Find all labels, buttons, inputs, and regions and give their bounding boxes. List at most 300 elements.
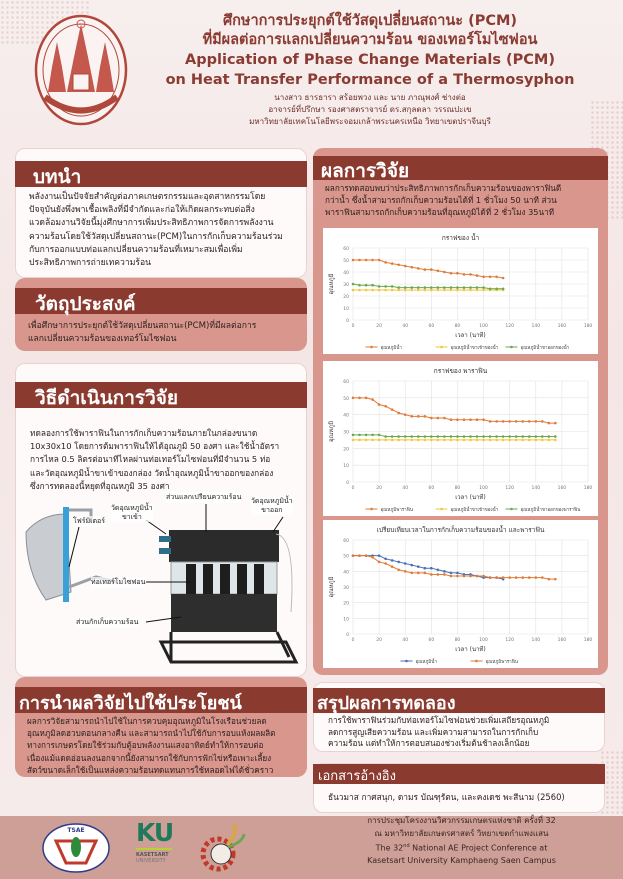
- data-point: [404, 413, 407, 416]
- data-point: [476, 435, 479, 438]
- x-tick-label: 60: [428, 324, 435, 329]
- data-point: [508, 435, 511, 438]
- data-point: [430, 289, 433, 292]
- x-tick-label: 100: [479, 486, 488, 491]
- data-point: [430, 567, 433, 570]
- data-point: [495, 420, 498, 423]
- data-point: [358, 284, 361, 287]
- data-point: [410, 266, 413, 269]
- data-point: [378, 285, 381, 288]
- method-line: 10x30x10 โดยการต้มพาราฟินให้ได้อุณภูมิ 50 องศา และใช้น้ำอัตรา: [30, 441, 280, 452]
- data-point: [371, 556, 374, 559]
- tsae-logo-text: TSAE: [67, 827, 85, 834]
- intro-line: ปัจจุบันยังพึ่งพาเชื้อเพลิงที่มีจำกัดและก่อให้เกิดผลกระทบต่อสิ่ง: [29, 205, 255, 216]
- data-point: [456, 572, 459, 575]
- data-point: [469, 289, 472, 292]
- data-point: [417, 289, 420, 292]
- data-point: [358, 289, 361, 292]
- x-tick-label: 0: [351, 638, 355, 643]
- data-point: [391, 289, 394, 292]
- data-point: [469, 286, 472, 289]
- application-heading: [15, 687, 307, 713]
- data-point: [502, 288, 505, 291]
- data-point: [495, 435, 498, 438]
- x-tick-label: 80: [454, 486, 461, 491]
- data-point: [502, 277, 505, 280]
- y-tick-label: 40: [343, 413, 349, 419]
- data-point: [410, 439, 413, 442]
- data-point: [410, 564, 413, 567]
- data-point: [424, 268, 427, 271]
- data-point: [456, 286, 459, 289]
- application-section: [15, 677, 307, 777]
- data-point: [384, 562, 387, 565]
- data-point: [554, 422, 557, 425]
- data-point: [476, 289, 479, 292]
- x-axis-label: เวลา (นาที): [455, 332, 486, 339]
- data-point: [469, 439, 472, 442]
- method-line: และวัดอุณหภูมิน้ำขาเข้าของกล่อง วัดน้ำอุณหภูมิน้ำขาออกของกล่อง: [30, 467, 274, 478]
- data-point: [430, 417, 433, 420]
- data-point: [450, 418, 453, 421]
- ae-project-logo-icon: [198, 822, 248, 874]
- data-point: [489, 576, 492, 579]
- legend-label: อุณหภูมิน้ำขาเข้าของน้ำ: [450, 346, 499, 351]
- x-tick-label: 20: [376, 324, 382, 329]
- x-tick-label: 40: [402, 638, 409, 643]
- data-point: [456, 435, 459, 438]
- label-inlet-line: วัดอุณหภูมิน้ำ: [111, 504, 153, 512]
- references-heading: [313, 764, 605, 784]
- series-line: [353, 260, 503, 278]
- intro-line: กับการออกแบบท่อแลกเปลี่ยนความร้อนที่เหมาะสมเพื่อเพิ่ม: [29, 244, 243, 255]
- x-tick-label: 40: [402, 486, 409, 491]
- ku-logo-bar: [136, 848, 172, 850]
- data-point: [424, 286, 427, 289]
- conference-line-part: The 32: [375, 843, 404, 853]
- data-point: [352, 397, 355, 400]
- data-point: [528, 420, 531, 423]
- data-point: [489, 420, 492, 423]
- method-line: การไหล 0.5 ลิตรต่อนาทีไหลผ่านท่อเทอร์โมไซฟอนที่มีจำนวน 5 ท่อ: [30, 454, 271, 465]
- y-tick-label: 0: [346, 481, 349, 486]
- data-point: [404, 289, 407, 292]
- data-point: [534, 435, 537, 438]
- application-line: อุณหภูมิลดฮวบตอนกลางคืน และสามารถนำไปใช้กับการอบแห้งผลผลิต: [27, 728, 276, 739]
- conclusion-section: [313, 682, 605, 752]
- data-point: [404, 286, 407, 289]
- data-point: [437, 568, 440, 571]
- conclusion-title: สรุปผลการทดลอง: [317, 693, 456, 714]
- data-point: [358, 259, 361, 262]
- objective-line: แลกเปลี่ยนความร้อนของเทอร์โมไซฟอน: [28, 334, 177, 345]
- data-point: [378, 259, 381, 262]
- data-point: [417, 415, 420, 418]
- data-point: [502, 576, 505, 579]
- application-title: การนำผลวิจัยไปใช้ประโยชน์: [19, 693, 242, 714]
- data-point: [450, 272, 453, 275]
- x-tick-label: 20: [376, 486, 382, 491]
- legend-marker: [440, 346, 443, 349]
- x-tick-label: 140: [531, 638, 541, 643]
- data-point: [515, 576, 518, 579]
- objective-heading: [15, 288, 307, 314]
- legend-marker: [370, 508, 373, 511]
- data-point: [391, 559, 394, 562]
- data-point: [463, 289, 466, 292]
- data-point: [528, 435, 531, 438]
- x-tick-label: 140: [531, 324, 541, 329]
- data-point: [404, 562, 407, 565]
- data-point: [463, 439, 466, 442]
- data-point: [489, 276, 492, 279]
- data-point: [384, 439, 387, 442]
- data-point: [541, 420, 544, 423]
- x-tick-label: 40: [402, 324, 409, 329]
- y-tick-label: 30: [343, 430, 349, 436]
- data-point: [443, 435, 446, 438]
- method-section: [15, 363, 307, 677]
- references-section: [313, 763, 605, 813]
- data-point: [515, 420, 518, 423]
- label-heat-storage: ส่วนกักเก็บความร้อน: [76, 618, 139, 626]
- ku-logo-text: KU: [136, 818, 174, 847]
- title-english-line-1: Application of Phase Change Materials (PCM): [185, 52, 555, 68]
- objective-section: [15, 278, 307, 351]
- data-point: [450, 289, 453, 292]
- advisor: อาจารย์ที่ปรึกษา รองศาสตราจารย์ ดร.สกุลตลา วรรณปะเข: [268, 105, 472, 114]
- references-text: ธันวมาส กาศสนุก, ดามร บัณฑุรัตน, และคงเดช พะสีนาม (2560): [328, 792, 565, 802]
- y-tick-label: 60: [343, 247, 349, 252]
- conclusion-line: ลดการสูญเสียความร้อน และเพิ่มความสามารถในการกักเก็บ: [328, 726, 539, 737]
- chart-paraffin: [323, 361, 598, 516]
- method-line: ทดลองการใช้พาราฟินในการกักเก็บความร้อนภายในกล่องขนาด: [30, 428, 258, 438]
- x-tick-label: 120: [505, 638, 514, 643]
- y-axis-label: อุณหภูมิ: [328, 420, 335, 443]
- data-point: [482, 276, 485, 279]
- data-point: [430, 435, 433, 438]
- y-tick-label: 0: [346, 319, 349, 324]
- data-point: [495, 276, 498, 279]
- data-point: [378, 434, 381, 437]
- data-point: [417, 439, 420, 442]
- x-tick-label: 100: [479, 638, 488, 643]
- ku-logo-sub: KASETSART: [136, 852, 169, 858]
- data-point: [443, 289, 446, 292]
- data-point: [371, 439, 374, 442]
- data-point: [450, 439, 453, 442]
- chart-title: กราฟของ น้ำ: [441, 234, 480, 242]
- data-point: [430, 268, 433, 271]
- application-line: เนื่องแม้แดดอ่อนลงนอกจากนี้ยังสามารถใช้กับการฟักไข่หรือเพาะเลี้ยง: [27, 752, 272, 763]
- data-point: [456, 575, 459, 578]
- data-point: [508, 420, 511, 423]
- data-point: [371, 398, 374, 401]
- data-point: [456, 439, 459, 442]
- data-point: [469, 418, 472, 421]
- data-point: [456, 418, 459, 421]
- data-point: [443, 417, 446, 420]
- data-point: [371, 284, 374, 287]
- legend-label: อุณหภูมิพาราฟิน: [485, 660, 518, 665]
- data-point: [397, 412, 400, 415]
- data-point: [450, 435, 453, 438]
- x-tick-label: 0: [351, 324, 355, 329]
- conference-line-sup: nd: [403, 843, 410, 849]
- legend-marker: [440, 508, 443, 511]
- legend-label: อุณหภูมิน้ำขาออกของพาราฟิน: [520, 508, 581, 513]
- references-title: เอกสารอ้างอิง: [318, 769, 396, 784]
- x-tick-label: 120: [505, 486, 514, 491]
- data-point: [371, 289, 374, 292]
- data-point: [541, 439, 544, 442]
- intro-heading: [15, 161, 307, 187]
- data-point: [391, 435, 394, 438]
- conference-line: Kasetsart University Kamphaeng Saen Campus: [367, 856, 556, 866]
- legend-label: อุณหภูมิน้ำขาเข้าของน้ำ: [450, 508, 499, 513]
- data-point: [508, 439, 511, 442]
- x-tick-label: 100: [479, 324, 488, 329]
- data-point: [365, 439, 368, 442]
- objective-text: [28, 320, 300, 346]
- x-tick-label: 80: [454, 324, 461, 329]
- y-tick-label: 30: [343, 283, 349, 288]
- kmutnb-seal-icon: [33, 12, 129, 127]
- data-point: [424, 289, 427, 292]
- data-point: [397, 568, 400, 571]
- intro-line: ความร้อนโดยใช้วัสดุเปลี่ยนสถานะ(PCM)ในการกักเก็บความร้อนร่วม: [29, 231, 283, 242]
- data-point: [424, 572, 427, 575]
- data-point: [430, 573, 433, 576]
- data-point: [378, 403, 381, 406]
- data-point: [482, 286, 485, 289]
- label-heat-exchanger: ส่วนแลกเปรียนความร้อน: [166, 493, 242, 501]
- data-point: [371, 434, 374, 437]
- data-point: [482, 289, 485, 292]
- x-tick-label: 160: [557, 638, 567, 643]
- data-point: [450, 575, 453, 578]
- data-point: [521, 420, 524, 423]
- data-point: [378, 561, 381, 564]
- label-inlet-temp: [111, 504, 153, 522]
- data-point: [384, 261, 387, 264]
- authors: นางสาว ธารธารา สร้อยพวง และ นาย ภาณุพงศ์ ช่างต่อ: [274, 93, 466, 102]
- y-tick-label: 50: [343, 259, 349, 264]
- data-point: [404, 265, 407, 268]
- data-point: [424, 415, 427, 418]
- conclusion-line: ความร้อน แต่ทำให้การตอบสนองช่วงเริ่มต้นช้าลงเล็กน้อย: [328, 738, 530, 748]
- data-point: [410, 286, 413, 289]
- data-point: [495, 288, 498, 291]
- data-point: [463, 575, 466, 578]
- x-tick-label: 180: [583, 486, 593, 491]
- conference-line: ณ มหาวิทยาลัยเกษตรศาสตร์ วิทยาเขตกำแพงแสน: [374, 828, 549, 838]
- data-point: [352, 439, 355, 442]
- data-point: [476, 274, 479, 277]
- data-point: [437, 439, 440, 442]
- legend-label: อุณหภูมิพาราฟิน: [380, 508, 413, 513]
- x-tick-label: 160: [557, 324, 567, 329]
- data-point: [548, 439, 551, 442]
- data-point: [534, 439, 537, 442]
- data-point: [410, 572, 413, 575]
- data-point: [554, 439, 557, 442]
- data-point: [476, 286, 479, 289]
- data-point: [482, 575, 485, 578]
- data-point: [437, 417, 440, 420]
- x-tick-label: 120: [505, 324, 514, 329]
- conference-info: [300, 815, 623, 868]
- y-tick-label: 20: [343, 447, 349, 453]
- data-point: [410, 289, 413, 292]
- data-point: [404, 570, 407, 573]
- data-point: [417, 435, 420, 438]
- data-point: [352, 259, 355, 262]
- data-point: [430, 439, 433, 442]
- data-point: [437, 289, 440, 292]
- method-line: ซึ่งการทดลองนี้หยุดที่อุณหภูมิ 35 องศา: [30, 480, 170, 491]
- data-point: [476, 575, 479, 578]
- conclusion-line: การใช้พาราฟินร่วมกับท่อเทอร์โมไซฟอนช่วยเพิ่มเสถียรอุณหภูมิ: [328, 715, 550, 725]
- data-point: [548, 422, 551, 425]
- intro-section: [15, 148, 307, 278]
- data-point: [495, 439, 498, 442]
- label-outlet-line: วัดอุณหภูมิน้ำ: [251, 497, 293, 505]
- data-point: [384, 285, 387, 288]
- legend-label: อุณหภูมิน้ำ: [380, 346, 402, 351]
- data-point: [437, 573, 440, 576]
- data-point: [365, 554, 368, 557]
- legend-marker: [475, 660, 478, 663]
- y-tick-label: 30: [343, 586, 349, 591]
- title-thai-line-2: ที่มีผลต่อการแลกเปลี่ยนความร้อน ของเทอร์โมไซฟอน: [202, 32, 538, 48]
- data-point: [528, 439, 531, 442]
- data-point: [548, 578, 551, 581]
- data-point: [443, 271, 446, 274]
- results-text: [325, 182, 605, 218]
- conference-line: [300, 840, 623, 855]
- y-tick-label: 40: [343, 570, 349, 576]
- title-block: [140, 12, 600, 128]
- data-point: [397, 435, 400, 438]
- data-point: [352, 289, 355, 292]
- data-point: [521, 576, 524, 579]
- data-point: [378, 289, 381, 292]
- data-point: [456, 272, 459, 275]
- x-tick-label: 160: [557, 486, 567, 491]
- data-point: [358, 554, 361, 557]
- series-line: [353, 398, 555, 423]
- intro-title: บทนำ: [33, 166, 82, 188]
- x-tick-label: 80: [454, 638, 461, 643]
- data-point: [410, 435, 413, 438]
- legend-marker: [510, 346, 513, 349]
- objective-title: วัตถุประสงค์: [35, 293, 136, 315]
- method-text: [30, 427, 302, 493]
- data-point: [463, 435, 466, 438]
- data-point: [450, 572, 453, 575]
- data-point: [469, 273, 472, 276]
- data-point: [397, 289, 400, 292]
- x-tick-label: 20: [376, 638, 382, 643]
- data-point: [424, 435, 427, 438]
- data-point: [534, 576, 537, 579]
- application-line: ทางการเกษตรโดยใช้ร่วมกับตู้อบพลังงานแสงอาทิตย์ทำให้การอบต่อ: [27, 740, 264, 751]
- intro-text: [29, 191, 301, 270]
- application-line: สัตว์ขนาดเล็กใช้เป็นแหล่งความร้อนทดแทนการใช้หลอดไฟได้ชั่วคราว: [27, 764, 274, 775]
- data-point: [430, 286, 433, 289]
- conference-line-part: National AE Project Conference at: [409, 843, 548, 853]
- intro-line: ประสิทธิภาพการถ่ายเทความร้อน: [29, 258, 152, 269]
- data-point: [384, 405, 387, 408]
- data-point: [410, 415, 413, 418]
- data-point: [489, 439, 492, 442]
- results-line: ผลการทดสอบพบว่าประสิทธิภาพการกักเก็บความร้อนของพาราฟินดี: [325, 183, 562, 193]
- tsae-logo-icon: [42, 823, 110, 873]
- data-point: [476, 439, 479, 442]
- data-point: [508, 576, 511, 579]
- data-point: [482, 439, 485, 442]
- data-point: [417, 286, 420, 289]
- data-point: [365, 434, 368, 437]
- data-point: [404, 435, 407, 438]
- data-point: [489, 288, 492, 291]
- y-tick-label: 10: [343, 464, 349, 470]
- x-tick-label: 180: [583, 638, 593, 643]
- y-tick-label: 50: [343, 396, 349, 402]
- x-axis-label: เวลา (นาที): [455, 646, 486, 653]
- data-point: [456, 289, 459, 292]
- data-point: [404, 439, 407, 442]
- data-point: [365, 397, 368, 400]
- y-axis-label: อุณหภูมิ: [328, 273, 335, 295]
- data-point: [365, 284, 368, 287]
- data-point: [482, 418, 485, 421]
- data-point: [541, 576, 544, 579]
- conclusion-heading: [313, 688, 605, 713]
- chart-title: กราฟของ พาราฟิน: [433, 367, 488, 375]
- data-point: [397, 439, 400, 442]
- data-point: [365, 289, 368, 292]
- y-tick-label: 40: [343, 271, 349, 276]
- data-point: [443, 286, 446, 289]
- data-point: [391, 565, 394, 568]
- label-thermosyphon-tube: ท่อเทอร์โมไซฟอน: [91, 578, 146, 586]
- data-point: [352, 434, 355, 437]
- data-point: [424, 439, 427, 442]
- data-point: [384, 435, 387, 438]
- x-tick-label: 180: [583, 324, 593, 329]
- data-point: [352, 554, 355, 557]
- x-tick-label: 60: [428, 486, 435, 491]
- apparatus-figure: [21, 492, 301, 672]
- data-point: [417, 267, 420, 270]
- x-tick-label: 140: [531, 486, 541, 491]
- data-point: [358, 434, 361, 437]
- data-point: [378, 554, 381, 557]
- data-point: [534, 420, 537, 423]
- data-point: [384, 289, 387, 292]
- data-point: [358, 397, 361, 400]
- data-point: [502, 439, 505, 442]
- data-point: [469, 435, 472, 438]
- data-point: [417, 572, 420, 575]
- data-point: [489, 435, 492, 438]
- data-point: [365, 259, 368, 262]
- y-tick-label: 50: [343, 554, 349, 560]
- label-outlet-line: ขาออก: [261, 506, 283, 514]
- data-point: [521, 435, 524, 438]
